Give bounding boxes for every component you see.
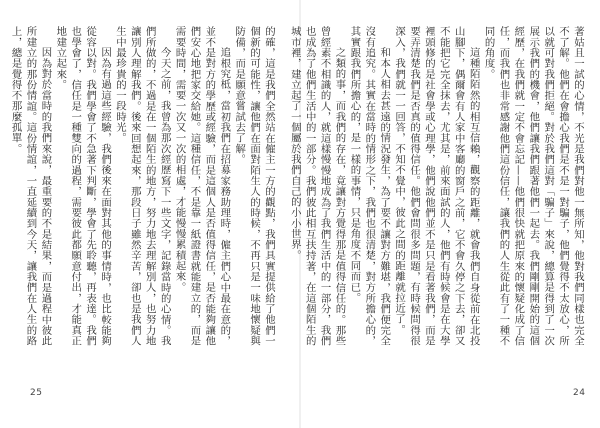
left-paragraph: 的確，這是我們全然站在僱主一方的觀點，我們具實提供給了他們一個新的可能性，讓他們在面對陌生人的時候，不再只是一味地懷疑與防備，而是願意嘗試去了解。 xyxy=(233,26,275,346)
right-page-body xyxy=(288,26,585,346)
page-number-right: 24 xyxy=(573,388,586,398)
right-paragraph: 這種陌陌然的相互信賴，觀察的距離，就會我們自身從前在北投山腳下，偶爾會有人家中客廳的窗戶之前，它不會久停之下去，卻又不能把它完全抹去，尤其是，前來面試的人，他們有時候會是在大學裡頭修的是社會學或心理學，他們說他們並不是只是看著我們，而是要弄清楚我們是否真的值得信任。他們會問很多問題，有時候問得很深入，我們就一一回答，不知不覺中，彼此之間的距離就拉近了。 xyxy=(393,26,480,346)
right-page xyxy=(288,0,600,428)
left-page xyxy=(0,0,298,428)
left-paragraph: 因為對於當時的我們來說，最重要的不是結果，而是過程中彼此所建立的那份情誼。這份情誼，一直延續到今天，讓我們在人生的路上，總是覺得不那麼孤單。 xyxy=(9,26,52,346)
right-paragraph: 著姑且一試的心情，不光是我們對他一無所知，他對我們同樣也完全不了解。他們在會擔心我們是不是一對騙子，他們覺得不太放心，所以就可對我們拒絕。對於我們這對「騙子」來說，總算是得到了一次展示我們的機會，他們讓我們跟著他們一起去。我們剛剛開始的這個經歷，在我們就一定不會忘記——他們很快就把原來的懷疑化成了信任，而我們也非常感謝他們這份信任，讓我們的人生從此有了一種不同的角度。 xyxy=(482,26,584,346)
left-paragraph: 因為有過這些經驗，我們後來在面對其他的事情時，也比較能夠從容以對。我們學會了不急著下判斷，學會了先聆聽，再表達。我們也學會了，信任是一種雙向的過程，需要彼此都願意付出，才能真正地建立起來。 xyxy=(54,26,112,346)
right-paragraph: 和本人相去甚遠的情況發生，為了要不讓對方難堪，我們便完全沒有追究。其實在當時的情形之下，我們也很清楚，對方所擔心的，其實跟我們所擔心的，是一樣的事情，只是角度不同而已。 xyxy=(348,26,391,346)
left-page-body xyxy=(9,26,276,346)
page-number-left: 25 xyxy=(30,388,43,398)
left-paragraph: 今天之前，我曾為那次經歷寫下一些文字，記錄當時的心情。我們所做的，不過是在一個陌生的地方，努力地去理解別人，也努力地讓別人理解我們。後來回想起來，那段日子雖然辛苦，卻也是我們人生中最珍貴的一段時光。 xyxy=(113,26,171,346)
left-paragraph: 追根究柢，當初我們在招募家務助理時，僱主們心中最在意的，並不是對方的學歷或經驗，而是這個人是否值得信任，是否能夠讓他們安心地把家交給她。這種信任，不是靠一紙證書就能建立的，而是需要時間，需要一次又一次的相處，才能慢慢累積起來。 xyxy=(173,26,231,346)
right-paragraph: 之類的事，而我們的存在，竟讓對方覺得那是值得信任的。那些曾經素不相識的人，就這樣慢慢地成為了我們生活中的一部分，我們也成為了他們生活中的一部分。我們彼此相互扶持著，在這個陌生的城市裡，建立起了一個屬於我們自己的小小世界。 xyxy=(288,26,346,346)
